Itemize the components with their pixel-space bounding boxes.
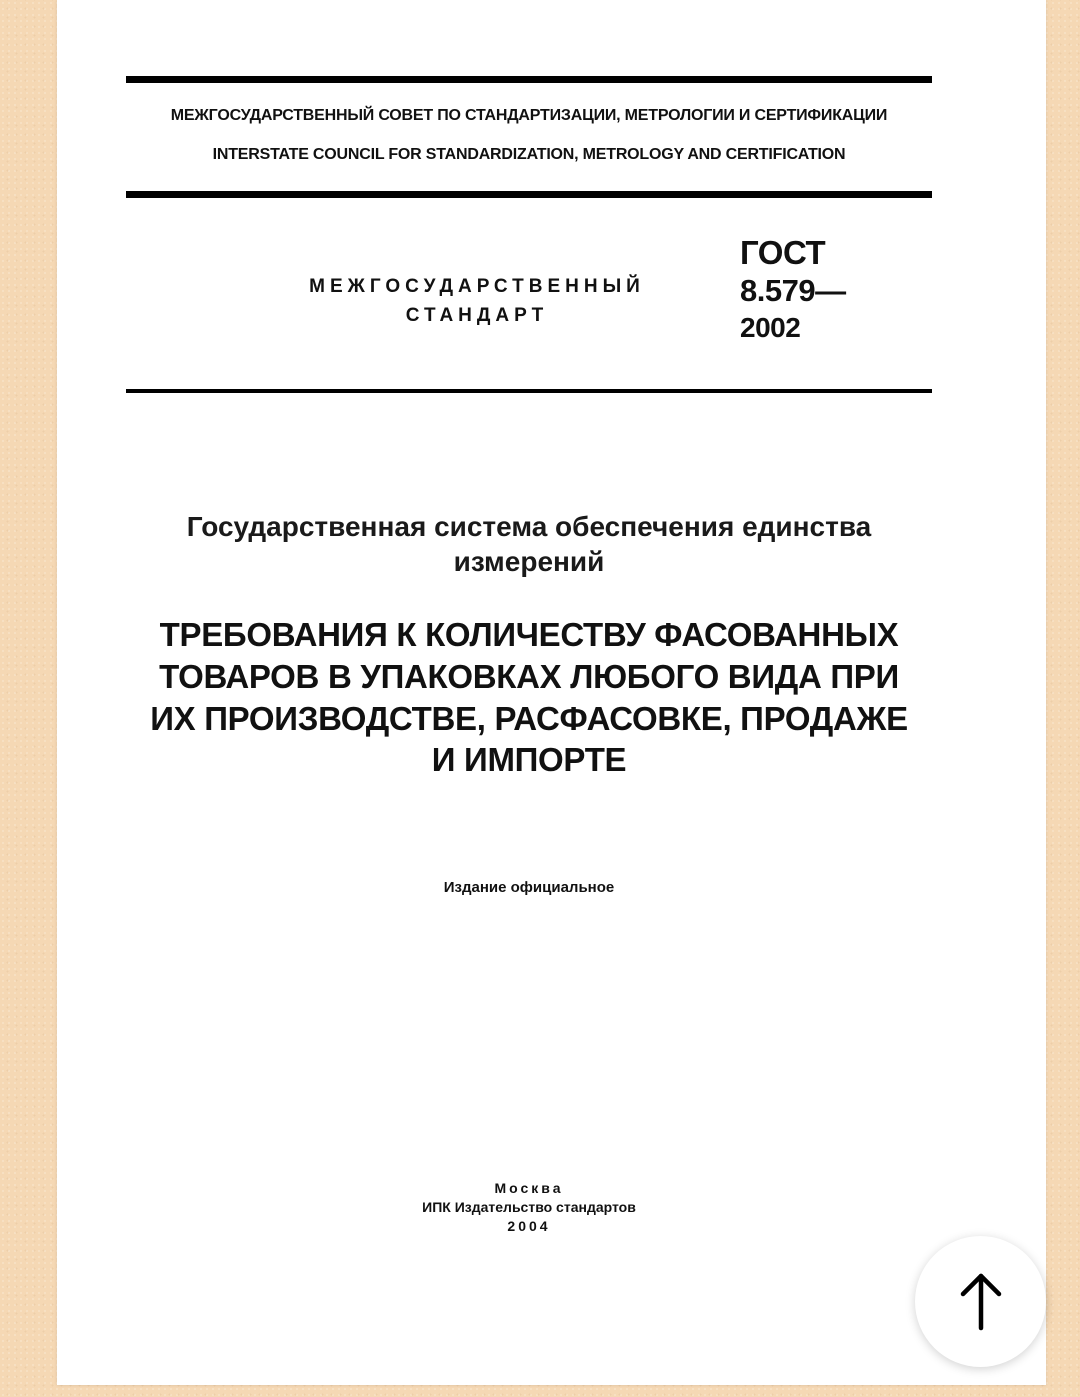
document-title-line1: ТРЕБОВАНИЯ К КОЛИЧЕСТВУ ФАСОВАННЫХ	[159, 616, 899, 653]
subtitle-line2: измерений	[453, 546, 605, 577]
document-page	[57, 0, 1046, 1385]
imprint-publisher: ИПК Издательство стандартов	[422, 1199, 636, 1215]
document-title-line4: И ИМПОРТЕ	[431, 741, 627, 778]
standard-type-label-line2: СТАНДАРТ	[405, 305, 549, 326]
arrow-up-icon	[959, 1272, 1003, 1332]
edition-note: Издание официальное	[443, 879, 615, 896]
subtitle-line1: Государственная система обеспечения единства	[186, 511, 872, 542]
council-name-en: INTERSTATE COUNCIL FOR STANDARDIZATION, METROLOGY AND CERTIFICATION	[212, 146, 846, 163]
gost-designation-line3: 2002	[740, 312, 801, 343]
imprint-city: Москва	[494, 1180, 564, 1196]
header-rule	[126, 191, 932, 198]
document-title-line2: ТОВАРОВ В УПАКОВКАХ ЛЮБОГО ВИДА ПРИ	[159, 658, 899, 695]
scroll-to-top-button[interactable]	[915, 1236, 1046, 1367]
designation-rule	[126, 389, 932, 393]
gost-designation-line1: ГОСТ	[740, 234, 826, 271]
gost-designation-line2: 8.579—	[740, 273, 846, 308]
imprint-year: 2004	[507, 1218, 551, 1234]
document-title-line3: ИХ ПРОИЗВОДСТВЕ, РАСФАСОВКЕ, ПРОДАЖЕ	[150, 700, 908, 737]
council-name-ru: МЕЖГОСУДАРСТВЕННЫЙ СОВЕТ ПО СТАНДАРТИЗАЦИИ, МЕТРОЛОГИИ И СЕРТИФИКАЦИИ	[170, 107, 888, 124]
top-rule	[126, 76, 932, 83]
standard-type-label-line1: МЕЖГОСУДАРСТВЕННЫЙ	[309, 276, 645, 297]
